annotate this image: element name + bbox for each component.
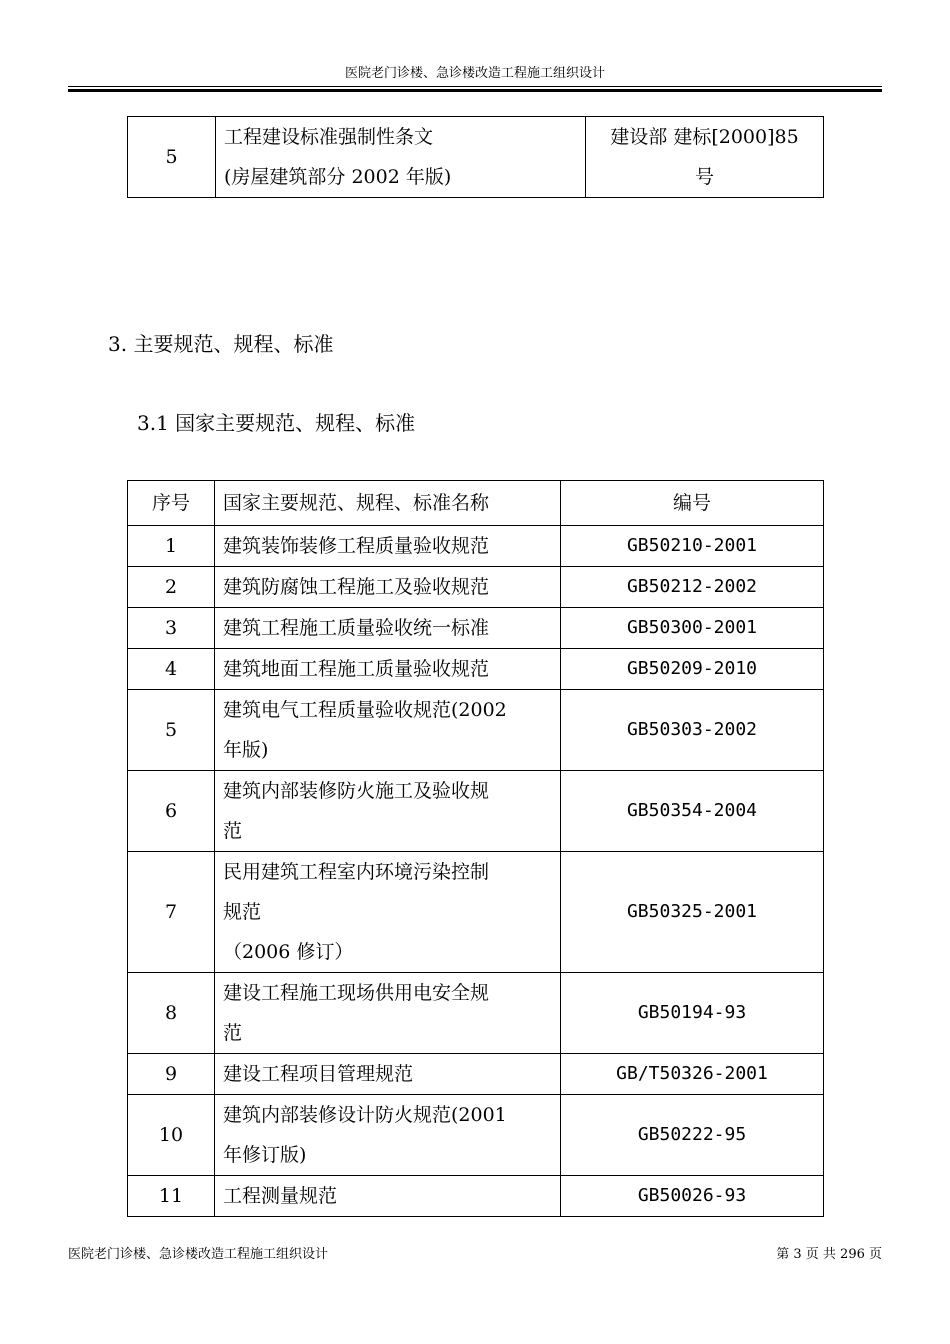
standard-name-line: 年修订版) [223,1144,307,1166]
standard-name-line: 工程建设标准强制性条文 [224,126,434,148]
column-header-number: 序号 [128,481,215,526]
standard-name [215,690,561,771]
table-row [128,1176,824,1217]
standard-code: GB50354-2004 [561,771,824,852]
section-heading: 3. 主要规范、规程、标准 [108,332,334,356]
standard-code: GB50212-2002 [561,567,824,608]
row-number: 8 [128,973,215,1054]
column-header-name: 国家主要规范、规程、标准名称 [215,481,561,526]
standard-code: GB50210-2001 [561,526,824,567]
standard-name [216,117,586,198]
table-body [128,526,824,1217]
national-standards-table [127,480,824,1217]
standard-name-line: 范 [223,820,243,842]
standard-code-line: 号 [694,166,714,188]
row-number: 9 [128,1054,215,1095]
standard-name-line: （2006 修订） [223,941,354,963]
table-row [128,649,824,690]
table-header-row [128,481,824,526]
standard-name-line: 建筑电气工程质量验收规范(2002 [223,699,507,721]
row-number: 3 [128,608,215,649]
row-number: 2 [128,567,215,608]
table-row [128,526,824,567]
row-number: 6 [128,771,215,852]
table-row [128,117,824,198]
standard-name-line: 建筑装饰装修工程质量验收规范 [223,535,490,557]
standard-code: GB50300-2001 [561,608,824,649]
standard-name [215,608,561,649]
standard-name [215,852,561,973]
row-number: 7 [128,852,215,973]
row-number: 5 [128,117,216,198]
standard-name-line: 范 [223,1022,243,1044]
standard-name-line: 年版) [223,739,269,761]
row-number: 1 [128,526,215,567]
table-row [128,567,824,608]
standard-code: GB50325-2001 [561,852,824,973]
standard-name-line: 建设工程施工现场供用电安全规 [223,982,490,1004]
table-row [128,973,824,1054]
standard-name [215,526,561,567]
header-divider-thin [68,86,882,87]
row-number: 11 [128,1176,215,1217]
standard-name [215,1095,561,1176]
standard-name-line: 工程测量规范 [223,1185,338,1207]
table-row [128,771,824,852]
standard-code: GB50209-2010 [561,649,824,690]
standard-code: GB/T50326-2001 [561,1054,824,1095]
standard-name-line: 建设工程项目管理规范 [223,1063,414,1085]
table-row [128,1095,824,1176]
standard-name-line: 民用建筑工程室内环境污染控制 [223,861,490,883]
row-number: 4 [128,649,215,690]
footer-document-title: 医院老门诊楼、急诊楼改造工程施工组织设计 [68,1247,329,1262]
standard-name-line: 建筑内部装修设计防火规范(2001 [223,1104,507,1126]
standard-code: GB50222-95 [561,1095,824,1176]
standard-name-line: 建筑防腐蚀工程施工及验收规范 [223,576,490,598]
standard-name [215,649,561,690]
standard-code-line: 建设部 建标[2000]85 [610,126,799,148]
standard-name-line: 建筑地面工程施工质量验收规范 [223,658,490,680]
standard-code: GB50303-2002 [561,690,824,771]
standard-code: GB50194-93 [561,973,824,1054]
subsection-heading: 3.1 国家主要规范、规程、标准 [137,411,416,435]
standard-name [215,973,561,1054]
continued-standards-table [127,116,824,198]
standard-name-line: 建筑内部装修防火施工及验收规 [223,780,490,802]
table-row [128,690,824,771]
standard-name [215,1176,561,1217]
table-row [128,852,824,973]
standard-name-line: 建筑工程施工质量验收统一标准 [223,617,490,639]
table-row [128,1054,824,1095]
row-number: 5 [128,690,215,771]
standard-name-line: 规范 [223,901,262,923]
standard-name-line: (房屋建筑部分 2002 年版) [224,166,452,188]
standard-name [215,567,561,608]
standard-code: GB50026-93 [561,1176,824,1217]
standard-code [586,117,824,198]
header-divider-thick [68,89,882,92]
table-row [128,608,824,649]
header-title: 医院老门诊楼、急诊楼改造工程施工组织设计 [344,66,605,81]
standard-name [215,771,561,852]
footer-page-number: 第 3 页 共 296 页 [776,1247,882,1262]
standard-name [215,1054,561,1095]
column-header-code: 编号 [561,481,824,526]
row-number: 10 [128,1095,215,1176]
